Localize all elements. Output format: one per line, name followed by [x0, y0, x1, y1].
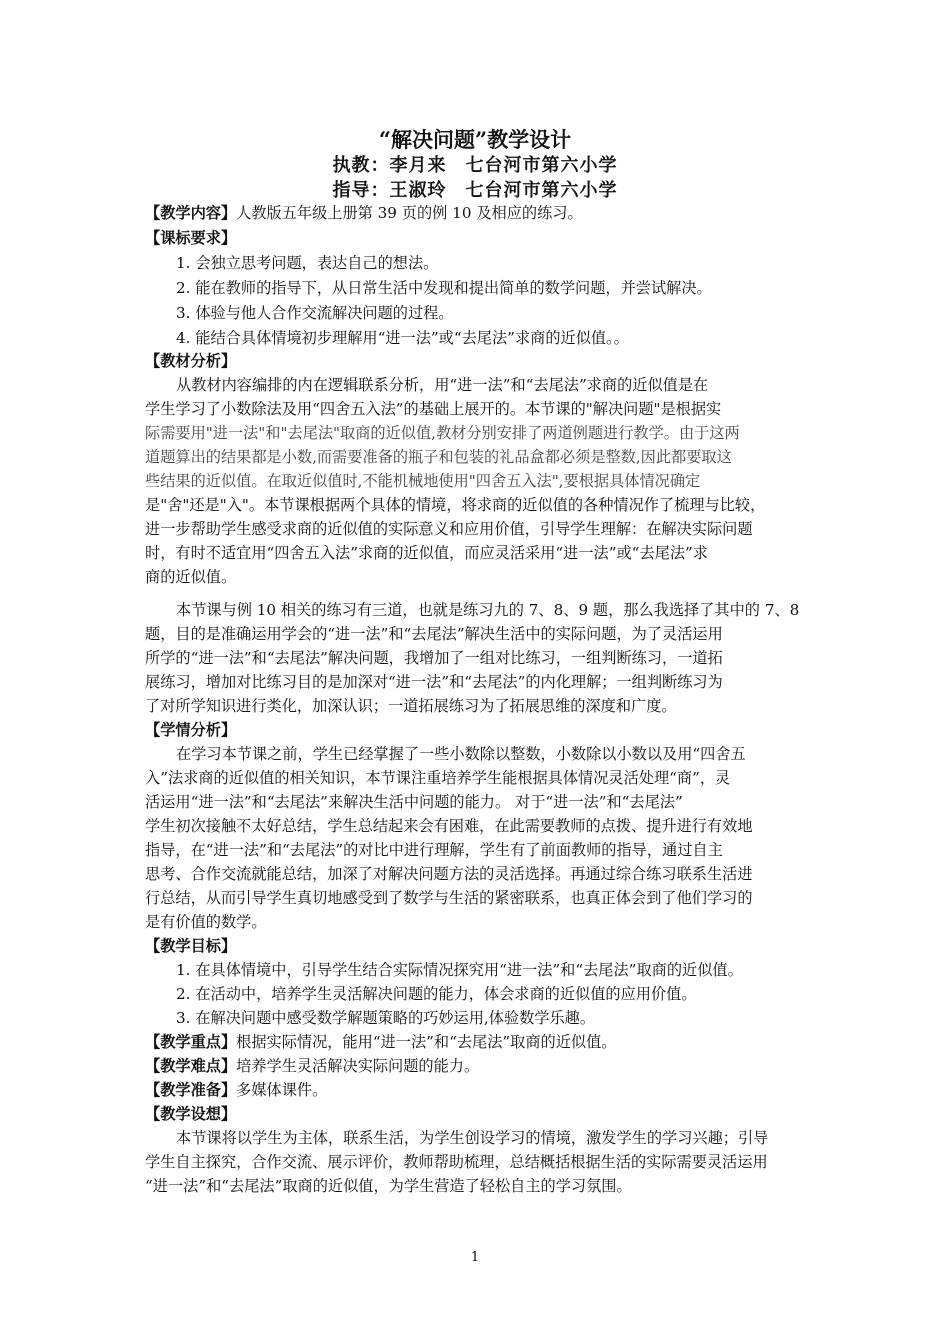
prep-text: 多媒体课件。	[236, 1081, 328, 1099]
paragraph-line: 商的近似值。	[145, 568, 237, 586]
list-item: 4. 能结合具体情境初步理解用“进一法”或“去尾法”求商的近似值。。	[176, 329, 629, 347]
content-text: 人教版五年级上册第 39 页的例 10 及相应的练习。	[236, 204, 583, 222]
paragraph-line: 时，有时不适宜用“四舍五入法”求商的近似值，而应灵活采用“进一法”或“去尾法”求	[145, 544, 708, 562]
paragraph-line: 行总结，从而引导学生真切地感受到了数学与生活的紧密联系，也真正体会到了他们学习的	[145, 889, 753, 907]
list-item: 2. 在活动中，培养学生灵活解决问题的能力，体会求商的近似值的应用价值。	[176, 985, 697, 1003]
paragraph-line: 思考、合作交流就能总结，加深了对解决问题方法的灵活选择。再通过综合练习联系生活进	[145, 865, 753, 883]
paragraph-line: 学生学习了小数除法及用“四舍五入法”的基础上展开的。本节课的"解决问题"是根据实	[145, 400, 722, 418]
list-item: 3. 体验与他人合作交流解决问题的过程。	[176, 304, 454, 322]
paragraph-line: 是"舍"还是"入"。本节课根据两个具体的情境，将求商的近似值的各种情况作了梳理与比较，	[145, 496, 766, 514]
paragraph-line: 题，目的是准确运用学会的“进一法”和“去尾法”解决生活中的实际问题，为了灵活运用	[145, 625, 723, 643]
list-item: 2. 能在教师的指导下，从日常生活中发现和提出简单的数学问题，并尝试解决。	[176, 279, 712, 297]
paragraph-line: 进一步帮助学生感受求商的近似值的实际意义和应用价值，引导学生理解：在解决实际问题	[145, 520, 753, 538]
teacher-line: 执教：李月来 七台河市第六小学	[332, 155, 618, 176]
paragraph-line: 学生初次接触不太好总结，学生总结起来会有困难，在此需要教师的点拨、提升进行有效地	[145, 817, 753, 835]
difficulty-text: 培养学生灵活解决实际问题的能力。	[236, 1057, 480, 1075]
key-text: 根据实际情况，能用“进一法”和“去尾法”取商的近似值。	[236, 1033, 617, 1051]
paragraph-line: 活运用“进一法”和“去尾法”来解决生活中问题的能力。 对于“进一法”和“去尾法”	[145, 793, 683, 811]
section-heading: 【教学难点】	[145, 1057, 237, 1075]
teaching-difficulty	[145, 1054, 815, 1078]
document-title: “解决问题”教学设计	[378, 127, 572, 152]
paragraph-line: 从教材内容编排的内在逻辑联系分析，用“进一法”和“去尾法”求商的近似值是在	[176, 376, 709, 394]
paragraph-line: 本节课将以学生为主体，联系生活，为学生创设学习的情境，激发学生的学习兴趣；引导	[176, 1129, 769, 1147]
paragraph-line: 在学习本节课之前，学生已经掌握了一些小数除以整数，小数除以小数以及用“四舍五	[176, 745, 746, 763]
paragraph-line: 入”法求商的近似值的相关知识，本节课注重培养学生能根据具体情况灵活处理“商”，灵	[145, 769, 731, 787]
section-heading: 【学情分析】	[145, 721, 237, 739]
section-heading: 【教学准备】	[145, 1081, 237, 1099]
paragraph-line: 本节课与例 10 相关的练习有三道，也就是练习九的 7、8、9 题，那么我选择了其中的 7、8	[176, 601, 800, 619]
paragraph-line: 了对所学知识进行类化，加深认识；一道拓展练习为了拓展思维的深度和广度。	[145, 697, 677, 715]
teaching-preparation	[145, 1078, 815, 1102]
list-item: 1. 在具体情境中，引导学生结合实际情况探究用“进一法”和“去尾法”取商的近似值。	[176, 961, 743, 979]
paragraph-line: 所学的“进一法”和“去尾法”解决问题，我增加了一组对比练习，一组判断练习，一道拓	[145, 649, 723, 667]
section-heading: 【课标要求】	[145, 229, 237, 247]
section-heading: 【教学设想】	[145, 1105, 237, 1123]
paragraph-line: 学生自主探究，合作交流、展示评价，教师帮助梳理，总结概括根据生活的实际需要灵活运用	[145, 1153, 768, 1171]
list-item: 3. 在解决问题中感受数学解题策略的巧妙运用,体验数学乐趣。	[176, 1009, 596, 1027]
paragraph-line: 是有价值的数学。	[145, 913, 267, 931]
paragraph-line: “进一法”和“去尾法”取商的近似值，为学生营造了轻松自主的学习氛围。	[145, 1177, 632, 1195]
paragraph-line: 际需要用"进一法"和"去尾法"取商的近似值,教材分别安排了两道例题进行教学。由于这两	[145, 424, 740, 442]
teaching-content	[145, 201, 815, 225]
page-number: 1	[470, 1250, 480, 1265]
list-item: 1. 会独立思考问题，表达自己的想法。	[176, 254, 439, 272]
teaching-key-point	[145, 1030, 815, 1054]
paragraph-line: 指导，在“进一法”和“去尾法”的对比中进行理解，学生有了前面教师的指导，通过自主	[145, 841, 723, 859]
section-heading: 【教材分析】	[145, 352, 237, 370]
section-heading: 【教学目标】	[145, 937, 237, 955]
paragraph-line: 展练习，增加对比练习目的是加深对“进一法”和“去尾法”的内化理解；一组判断练习为	[145, 673, 723, 691]
paragraph-line: 些结果的近似值。在取近似值时,不能机械地使用"四舍五入法",要根据具体情况确定	[145, 472, 701, 490]
section-heading: 【教学内容】	[145, 204, 237, 222]
advisor-line: 指导：王淑玲 七台河市第六小学	[332, 180, 618, 201]
paragraph-line: 道题算出的结果都是小数,而需要准备的瓶子和包装的礼品盒都必须是整数,因此都要取这	[145, 448, 732, 466]
section-heading: 【教学重点】	[145, 1033, 237, 1051]
